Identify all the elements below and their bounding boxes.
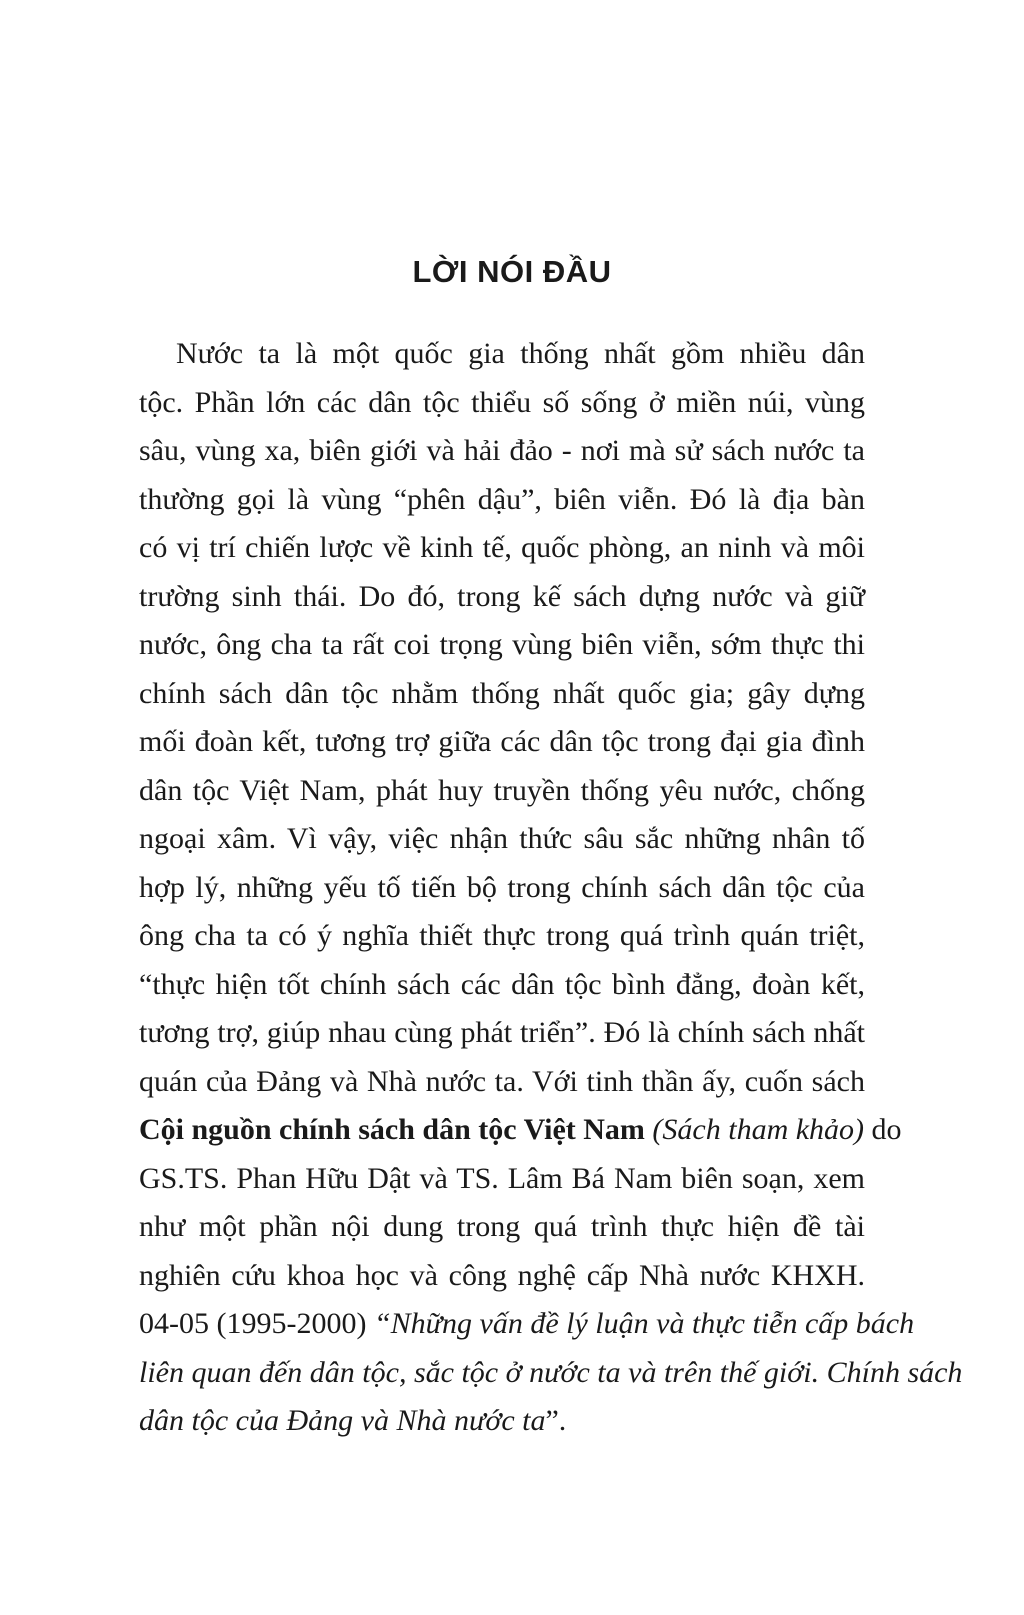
text-line: GS.TS. Phan Hữu Dật và TS. Lâm Bá Nam biên soạn, xem [139,1161,865,1195]
project-title-part: dân tộc của Đảng và Nhà nước ta [139,1404,546,1437]
preface-body [139,330,963,1446]
text-line: như một phần nội dung trong quá trình thực hiện đề tài [139,1210,865,1243]
book-title: Cội nguồn chính sách dân tộc Việt Nam [139,1113,645,1146]
text-line: sâu, vùng xa, biên giới và hải đảo - nơi mà sử sách nước ta [139,434,865,467]
text-line: “thực hiện tốt chính sách các dân tộc bình đẳng, đoàn kết, [139,967,865,1001]
book-note: (Sách tham khảo) [652,1113,865,1146]
page-title: LỜI NÓI ĐẦU [412,254,612,289]
text-line: ngoại xâm. Vì vậy, việc nhận thức sâu sắc những nhân tố [139,822,865,855]
text-line-project-end [139,1397,865,1446]
text-line: tộc. Phần lớn các dân tộc thiểu số sống ở miền núi, vùng [139,385,865,419]
text-line: có vị trí chiến lược về kinh tế, quốc phòng, an ninh và môi [139,531,865,564]
text-line: chính sách dân tộc nhằm thống nhất quốc gia; gây dựng [139,676,865,710]
text-line: dân tộc Việt Nam, phát huy truyền thống yêu nước, chống [139,773,865,807]
text-line: trường sinh thái. Do đó, trong kế sách dựng nước và giữ [139,579,865,613]
text-line-project [139,1300,915,1349]
text-line: quán của Đảng và Nhà nước ta. Với tinh thần ấy, cuốn sách [139,1064,865,1098]
book-title-suffix: do [864,1113,902,1146]
project-title-part: “Những vấn đề lý luận và thực tiễn cấp bách [373,1307,915,1340]
text-line: mối đoàn kết, tương trợ giữa các dân tộc trong đại gia đình [139,725,865,758]
text-line-project: liên quan đến dân tộc, sắc tộc ở nước ta và trên thế giới. Chính sách [139,1355,963,1389]
text-line: thường gọi là vùng “phên dậu”, biên viễn. Đó là địa bàn [139,482,865,516]
text-line: hợp lý, những yếu tố tiến bộ trong chính sách dân tộc của [139,870,865,904]
closing-quote: ”. [545,1404,567,1437]
text-line: Nước ta là một quốc gia thống nhất gồm nhiều dân [176,337,865,370]
text-line-book-title [139,1106,902,1155]
text-line: ông cha ta có ý nghĩa thiết thực trong quá trình quán triệt, [139,919,865,952]
text-line: tương trợ, giúp nhau cùng phát triển”. Đó là chính sách nhất [139,1016,865,1049]
project-code: 04-05 (1995-2000) [139,1307,374,1340]
text-line: nghiên cứu khoa học và công nghệ cấp Nhà nước KHXH. [139,1258,865,1292]
text-line: nước, ông cha ta rất coi trọng vùng biên viễn, sớm thực thi [139,628,865,661]
